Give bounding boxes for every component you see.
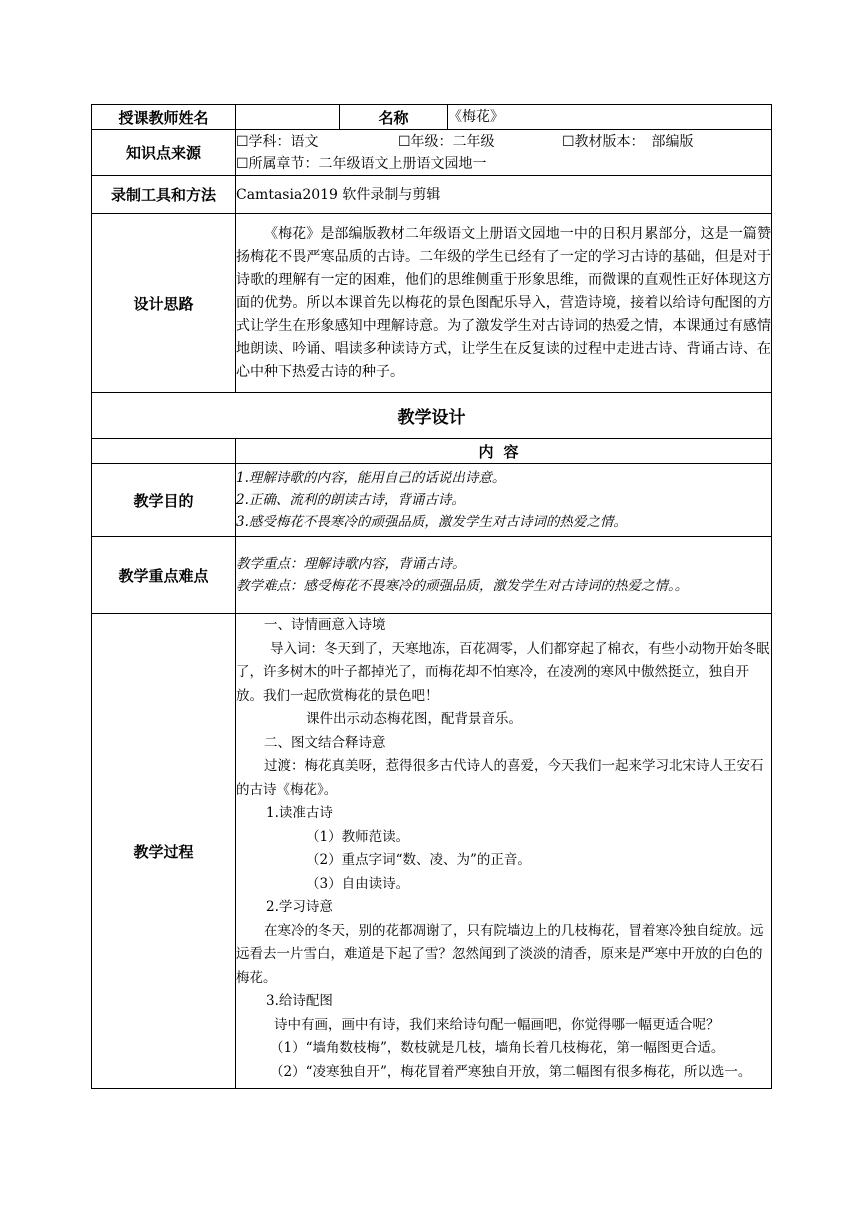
content-header-row [92, 439, 772, 464]
teacher-label: 授课教师姓名 [92, 105, 236, 130]
design-label: 设计思路 [92, 214, 236, 393]
objective-item: 1.理解诗歌的内容，能用自己的话说出诗意。 [236, 470, 506, 486]
source-row [92, 130, 772, 176]
subject-checkbox[interactable]: ☐学科：语文 [236, 133, 319, 150]
name-value: 《梅花》 [448, 105, 772, 130]
process-subheading: 2.学习诗意 [266, 899, 333, 915]
chapter-checkbox[interactable]: ☐所属章节：二年级语文上册语文园地一 [236, 155, 487, 172]
design-row [92, 214, 772, 393]
tool-value: Camtasia2019 软件录制与剪辑 [236, 176, 772, 214]
key-points-row [92, 537, 772, 614]
process-subheading: 3.给诗配图 [266, 993, 333, 1009]
section-title-row [92, 393, 772, 439]
tool-row [92, 176, 772, 214]
design-text: 《梅花》是部编版教材二年级语文上册语文园地一中的日积月累部分，这是一篇赞扬梅花不畏严寒品质的古诗。二年级的学生已经有了一定的学习古诗的基础，但是对于诗歌的理解有一定的困难，他们的思维侧重于形象思维，而微课的直观性正好体现这方面的优势。所以本课首先以梅花的景色图配乐导入，营造诗境，接着以给诗句配图的方式让学生在形象感知中理解诗意。为了激发学生对古诗词的热爱之情，本课通过有感情地朗读、吟诵、唱读多种读诗方式，让学生在反复读的过程中走进古诗、背诵古诗、在心中种下热爱古诗的种子。 [236, 214, 772, 393]
key-points-text [236, 537, 772, 614]
process-heading: 二、图文结合释诗意 [264, 734, 386, 751]
teacher-row [92, 105, 772, 130]
edition-checkbox[interactable]: ☐教材版本： 部编版 [562, 133, 694, 150]
process-paragraph: 课件出示动态梅花图，配背景音乐。 [306, 711, 522, 727]
process-step: （1）教师范读。 [306, 828, 410, 845]
section-title: 教学设计 [92, 393, 772, 439]
key-points-label: 教学重点难点 [92, 537, 236, 614]
process-paragraph: 诗中有画，画中有诗，我们来给诗句配一幅画吧，你觉得哪一幅更适合呢？ [274, 1016, 720, 1033]
lesson-plan-table [91, 104, 772, 1089]
process-step: （3）自由读诗。 [306, 875, 410, 892]
process-step: （2）重点字词“数、凌、为”的正音。 [306, 852, 531, 868]
process-row [92, 614, 772, 1089]
key-difficulty: 教学难点：感受梅花不畏寒冷的顽强品质，激发学生对古诗词的热爱之情。。 [236, 578, 689, 594]
content-header: 内容 [236, 439, 772, 464]
process-label: 教学过程 [92, 614, 236, 1089]
source-details [236, 130, 772, 176]
objective-item: 2.正确、流利的朗读古诗，背诵古诗。 [236, 492, 465, 508]
name-label: 名称 [340, 105, 448, 130]
content-header-blank [92, 439, 236, 464]
teacher-value [236, 105, 340, 130]
process-paragraph: 过渡：梅花真美呀，惹得很多古代诗人的喜爱，今天我们一起来学习北宋诗人王安石的古诗《梅花》。 [236, 758, 764, 798]
process-paragraph: （1）“墙角数枝梅”，数枝就是几枝，墙角长着几枝梅花，第一幅图更合适。 [270, 1040, 725, 1056]
key-focus: 教学重点：理解诗歌内容，背诵古诗。 [236, 556, 466, 572]
grade-checkbox[interactable]: ☐年级：二年级 [398, 133, 495, 150]
objectives-list [236, 464, 772, 537]
objectives-row [92, 464, 772, 537]
process-paragraph: 在寒冷的冬天，别的花都凋谢了，只有院墙边上的几枝梅花，冒着寒冷独自绽放。远远看去一片雪白，难道是下起了雪？忽然闻到了淡淡的清香，原来是严寒中开放的白色的梅花。 [236, 922, 764, 986]
process-content [236, 614, 772, 1089]
objective-item: 3.感受梅花不畏寒冷的顽强品质，激发学生对古诗词的热爱之情。 [236, 514, 627, 530]
process-paragraph: 导入词：冬天到了，天寒地冻，百花凋零，人们都穿起了棉衣，有些小动物开始冬眠了，许多树木的叶子都掉光了，而梅花却不怕寒冷，在凌冽的寒风中傲然挺立，独自开放。我们一起欣赏梅花的景色吧！ [236, 640, 770, 704]
source-label: 知识点来源 [92, 130, 236, 176]
process-subheading: 1.读准古诗 [266, 805, 333, 821]
process-paragraph: （2）“凌寒独自开”，梅花冒着严寒独自开放，第二幅图有很多梅花，所以选一。 [270, 1063, 752, 1080]
process-heading: 一、诗情画意入诗境 [264, 617, 386, 633]
objectives-label: 教学目的 [92, 464, 236, 537]
tool-label: 录制工具和方法 [92, 176, 236, 214]
